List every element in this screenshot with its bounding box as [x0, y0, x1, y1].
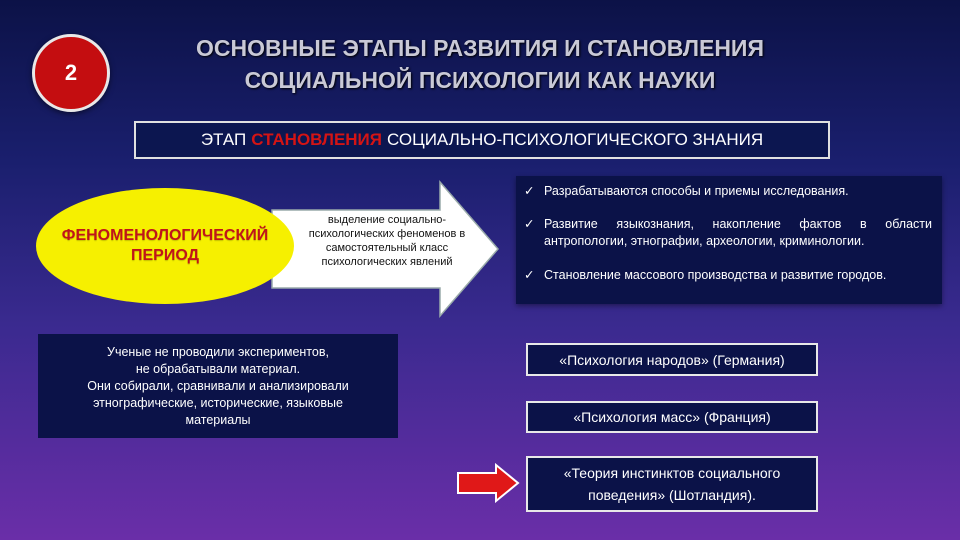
- stage-suffix: СОЦИАЛЬНО-ПСИХОЛОГИЧЕСКОГО ЗНАНИЯ: [387, 130, 764, 149]
- bullet-item: [524, 183, 932, 200]
- scientists-line3: Они собирали, сравнивали и анализировали: [87, 378, 349, 393]
- slide-number-badge: 2: [32, 34, 110, 112]
- period-label-line1: ФЕНОМЕНОЛОГИЧЕСКИЙ: [61, 227, 269, 244]
- period-ellipse: [36, 188, 294, 304]
- instinct-theory-line2: поведения» (Шотландия).: [588, 487, 756, 503]
- bullet-text-3: Становление массового производства и развитие городов.: [544, 268, 887, 282]
- psychology-of-masses-box: «Психология масс» (Франция): [526, 401, 818, 433]
- scientists-line1: Ученые не проводили экспериментов,: [107, 344, 329, 359]
- slide-title-line2: СОЦИАЛЬНОЙ ПСИХОЛОГИИ КАК НАУКИ: [244, 67, 716, 93]
- bullet-item: [524, 216, 932, 250]
- check-icon: ✓: [524, 217, 535, 231]
- bullet-list: [516, 176, 942, 304]
- check-icon: ✓: [524, 268, 535, 282]
- instinct-theory-line1: «Теория инстинктов социального: [563, 465, 781, 481]
- scientists-line5: материалы: [185, 412, 251, 427]
- bullet-text-1: Разрабатываются способы и приемы исследования.: [544, 184, 849, 198]
- arrow-text-line3: самостоятельный класс: [325, 242, 449, 254]
- period-label-line2: ПЕРИОД: [131, 247, 199, 264]
- scientists-line2: не обрабатывали материал.: [135, 361, 301, 376]
- scientists-line4: этнографические, исторические, языковые: [93, 395, 343, 410]
- arrow-text-line2: психологических феноменов в: [308, 228, 466, 240]
- stage-prefix: ЭТАП: [200, 130, 247, 149]
- arrow-text-line1: выделение социально-: [327, 214, 447, 226]
- stage-heading: [134, 121, 830, 159]
- arrow-text-line4: психологических явлений: [321, 256, 453, 268]
- check-icon: ✓: [524, 184, 535, 198]
- slide-title-line1: ОСНОВНЫЕ ЭТАПЫ РАЗВИТИЯ И СТАНОВЛЕНИЯ: [195, 35, 764, 61]
- stage-highlight: СТАНОВЛЕНИЯ: [251, 130, 382, 149]
- slide-title: [150, 32, 810, 96]
- scientists-note: [38, 334, 398, 438]
- bullet-item: [524, 267, 932, 284]
- psychology-of-peoples-box: «Психология народов» (Германия): [526, 343, 818, 376]
- red-arrow-icon: [456, 463, 520, 503]
- instinct-theory-box: [526, 456, 818, 512]
- bullet-text-2: Развитие языкознания, накопление фактов в области антропологии, этнографии, археологии, криминологии.: [544, 217, 932, 248]
- arrow-text: [287, 213, 487, 269]
